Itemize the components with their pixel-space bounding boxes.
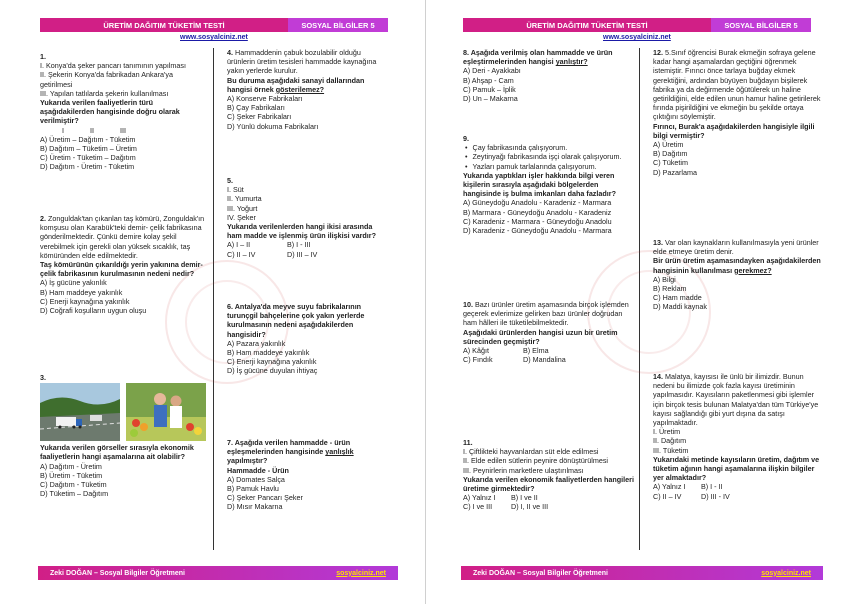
question-12 (653, 48, 821, 177)
option-c[interactable]: C) Karadeniz - Marmara - Güneydoğu Anadolu (463, 216, 612, 226)
header-title: ÜRETİM DAĞITIM TÜKETİM TESTİ (40, 18, 288, 32)
option-c[interactable]: C) Enerji kaynağına yakınlık (40, 296, 130, 306)
question-number: 7. (227, 438, 233, 447)
option-a[interactable]: A) Üretim (653, 140, 684, 150)
question-stem: Aşağıdaki ürünlerden hangisi uzun bir üretim sürecinden geçmiştir? (463, 327, 618, 346)
column-labels (40, 126, 208, 135)
col-label: II (90, 125, 94, 135)
item-line: IV. Şeker (227, 212, 256, 222)
option-a[interactable]: A) I – II (227, 240, 251, 250)
question-text: Var olan kaynakların kullanılmasıyla yeni ürünler elde etmeye üretim denir. (653, 238, 819, 257)
option-d[interactable]: D) Mandalina (523, 355, 566, 365)
question-images (40, 383, 210, 441)
question-stem: Bu duruma aşağıdaki sanayi dallarından hangisi örnek (227, 75, 365, 94)
question-stem: Antalya'da meyve suyu fabrikalarının turunçgil bahçelerine çok yakın yerlerde kurulmasının nedeni aşağıdakilerden hangisidir? (227, 302, 365, 339)
option-a[interactable]: A) Domates Salça (227, 474, 285, 484)
question-stem-emphasis: gerekmez? (734, 265, 772, 275)
option-d[interactable]: D) Tüketim – Dağıtım (40, 489, 109, 499)
question-1 (40, 52, 208, 172)
question-14 (653, 372, 821, 501)
col-label: III (120, 125, 126, 135)
option-a[interactable]: A) Deri - Ayakkabı (463, 66, 521, 76)
question-number: 10. (463, 300, 473, 309)
option-a[interactable]: A) Kâğıt (463, 346, 489, 356)
item-line: II. Dağıtım (653, 436, 687, 446)
option-c[interactable]: C) Fındık (463, 355, 493, 365)
footer-author: Zeki DOĞAN – Sosyal Bilgiler Öğretmeni (50, 569, 185, 577)
item-line: III. Yoğurt (227, 203, 258, 213)
option-b[interactable]: B) Üretim - Tüketim (40, 470, 103, 480)
options-grid (227, 240, 387, 258)
header-subject: SOSYAL BİLGİLER 5 (288, 18, 388, 32)
option-d[interactable]: D) Dağıtım - Üretim - Tüketim (40, 162, 135, 172)
options-grid (463, 493, 635, 511)
option-a[interactable]: A) Dağıtım - Üretim (40, 461, 102, 471)
question-stem: Yukarıda verilen faaliyetlerin türü aşağıdakilerden hangisinde doğru olarak verilmiştir? (40, 98, 180, 126)
question-stem: Yukarıda verilen ekonomik faaliyetlerden hangileri üretime girmektedir? (463, 474, 634, 494)
question-text: Malatya, kayısısı ile ünlü bir ilimizdir. Bunun nedeni bu ilimizde çok fazla kayısı üretiminin yapılmasıdır. Kayısıların paketlenmesi gibi işlemler için birçok tesis bulunan Malatya'dan tüm Türkiye'ye kayısı sağlandığı gibi yurt dışına da satışı yapılmaktadır. (653, 372, 819, 428)
bullet-item: • Zeytinyağı fabrikasında işçi olarak çalışıyorum. (463, 152, 635, 161)
option-d[interactable]: D) III - IV (701, 491, 730, 501)
bullet-item: • Yazları pamuk tarlalarında çalışıyorum. (463, 162, 635, 171)
item-line: II. Elde edilen sütlerin peynire dönüştürülmesi (463, 456, 609, 466)
question-stem: Fırıncı, Burak'a aşağıdakilerden hangisiyle ilgili bilgi vermiştir? (653, 121, 815, 140)
item-line: I. Konya'da şeker pancarı tanımının yapılması (40, 61, 186, 71)
question-3 (40, 373, 210, 498)
question-number: 4. (227, 48, 233, 57)
option-a[interactable]: A) Bilgi (653, 274, 676, 284)
question-2 (40, 214, 208, 315)
question-number: 14. (653, 372, 663, 381)
option-d[interactable]: D) Karadeniz - Güneydoğu Anadolu - Marmara (463, 226, 612, 236)
question-6 (227, 302, 387, 376)
option-b[interactable]: B) I - II (701, 482, 723, 492)
option-c[interactable]: C) Şeker Pancarı Şeker (227, 493, 303, 503)
option-c[interactable]: C) II – IV (227, 249, 256, 259)
question-stem: Bir ürün üretim aşamasındayken aşağıdakilerden hangisinin kullanılması (653, 256, 821, 275)
market-shopping-photo (126, 383, 206, 441)
question-stem: Yukarıda verilen görseller sırasıyla ekonomik faaliyetlerin hangi aşamalarına ait olabilir? (40, 443, 194, 462)
option-d[interactable]: D) Pazarlama (653, 167, 697, 177)
question-number: 2. (40, 214, 46, 223)
question-number: 12. (653, 48, 663, 57)
right-page (427, 0, 853, 604)
option-d[interactable]: D) Coğrafi koşulların uygun oluşu (40, 306, 147, 316)
option-b[interactable]: B) Ahşap - Cam (463, 75, 514, 85)
option-b[interactable]: B) Pamuk Havlu (227, 484, 279, 494)
option-a[interactable]: A) Pazara yakınlık (227, 338, 286, 348)
question-text: Bazı ürünler üretim aşamasında birçok işlemden geçerek evlerimize gelirken bazı ürünler doğrudan ham hâlleri ile tüketilebilmektedir. (463, 300, 629, 328)
item-line: II. Yumurta (227, 194, 262, 204)
page-header (40, 18, 388, 32)
site-url[interactable]: www.sosyalciniz.net (603, 34, 671, 41)
option-a[interactable]: A) İş gücüne yakınlık (40, 278, 107, 288)
question-text: Zonguldak'tan çıkanlan taş kömürü, Zonguldak'ın komşusu olan Karabük'teki demir- çelik fabrikasına gönderilmektedir. Çünkü demire kolay şekil verebilmek için gerekli olan yüksek sıcaklık, taş kömüründen elde edilmektedir. (40, 214, 205, 260)
item-line: II. Şekerin Konya'da fabrikadan Ankara'ya (40, 70, 173, 80)
option-d[interactable]: D) Un – Makarna (463, 94, 518, 104)
item-line: I. Üretim (653, 427, 681, 437)
question-4 (227, 48, 387, 131)
header-subject: SOSYAL BİLGİLER 5 (711, 18, 811, 32)
question-13 (653, 238, 821, 312)
question-stem-emphasis: yanlıştır? (555, 57, 588, 67)
option-c[interactable]: C) Şeker Fabrikaları (227, 112, 292, 122)
question-number: 5. (227, 176, 233, 185)
option-b[interactable]: B) Çay Fabrikaları (227, 103, 285, 113)
option-c[interactable]: C) Tüketim (653, 158, 689, 168)
question-11 (463, 438, 635, 512)
question-10 (463, 300, 633, 364)
item-line: getirilmesi (40, 79, 73, 89)
option-b[interactable]: B) Reklam (653, 284, 687, 294)
question-stem: Aşağıda verilen hammadde - ürün eşleşmelerinden hangisinde (227, 438, 351, 457)
option-c[interactable]: C) II – IV (653, 491, 682, 501)
option-c[interactable]: C) Ham madde (653, 293, 702, 303)
question-stem: Yukarıda yaptıkları işler hakkında bilgi veren kişilerin sırasıyla aşağıdaki bölgelerden hangisinde iş bulma imkanları daha fazladır? (463, 170, 616, 199)
option-c[interactable]: C) Pamuk – İplik (463, 84, 516, 94)
item-line: I. Çiftlikteki hayvanlardan süt elde edilmesi (463, 447, 599, 457)
option-c[interactable]: C) Enerji kaynağına yakınlık (227, 357, 317, 367)
question-7 (227, 438, 387, 512)
options-grid (463, 346, 633, 364)
footer-link[interactable]: sosyalciniz.net (761, 569, 811, 577)
item-line: III. Peynirlerin marketlere ulaştırılması (463, 465, 584, 475)
question-number: 9. (463, 134, 469, 143)
option-b[interactable]: B) Ham maddeye yakınlık (40, 287, 123, 297)
option-b[interactable]: B) Dağıtım – Tüketim – Üretim (40, 144, 137, 154)
truck-highway-photo (40, 383, 120, 441)
question-stem: Taş kömürünün çıkarıldığı yerin yakınına demir-çelik fabrikasının kurulmasının nedeni nedir? (40, 260, 203, 279)
option-a[interactable]: A) Yalnız I (653, 482, 686, 492)
question-number: 1. (40, 52, 46, 61)
bullet-item: • Çay fabrikasında çalışıyorum. (463, 143, 635, 152)
question-number: 8. (463, 48, 469, 57)
option-c[interactable]: C) Dağıtım - Tüketim (40, 480, 107, 490)
option-b[interactable]: B) Ham maddeye yakınlık (227, 348, 310, 358)
site-url[interactable]: www.sosyalciniz.net (180, 34, 248, 41)
question-9 (463, 134, 635, 235)
question-number: 13. (653, 238, 663, 247)
page-footer (38, 566, 398, 580)
question-stem: Aşağıda verilmiş olan hammadde ve ürün eşleştirmelerinden hangisi (463, 48, 613, 67)
question-stem: Yukarıdaki metinde kayısıların üretim, dağıtım ve tüketim ağının hangi aşamalarına ilişkin bilgiler yer almaktadır? (653, 454, 820, 483)
question-stem-emphasis: gösterilemez? (275, 84, 325, 94)
option-b[interactable]: B) I ve II (511, 493, 538, 503)
header-title: ÜRETİM DAĞITIM TÜKETİM TESTİ (463, 18, 711, 32)
question-number: 6. (227, 302, 233, 311)
question-8 (463, 48, 633, 103)
option-b[interactable]: B) Marmara - Güneydoğu Anadolu - Karadeniz (463, 207, 612, 217)
option-d[interactable]: D) İş gücüne duyulan ihtiyaç (227, 366, 318, 376)
footer-author: Zeki DOĞAN – Sosyal Bilgiler Öğretmeni (473, 569, 608, 577)
col-label: I (62, 125, 64, 135)
question-number: 11. (463, 438, 473, 447)
option-c[interactable]: C) Üretim - Tüketim – Dağıtım (40, 153, 136, 163)
option-d[interactable]: D) Yünlü dokuma Fabrikaları (227, 121, 319, 131)
option-d[interactable]: D) Mısır Makarna (227, 502, 283, 512)
footer-link[interactable]: sosyalciniz.net (336, 569, 386, 577)
option-b[interactable]: B) I - III (287, 240, 311, 250)
question-text: Hammaddenin çabuk bozulabilir olduğu ürünlerin üretim tesisleri hammadde kaynağına yakın yerlerde kurulur. (227, 48, 377, 76)
option-a[interactable]: A) Üretim – Dağıtım - Tüketim (40, 134, 136, 144)
option-b[interactable]: B) Elma (523, 346, 549, 356)
option-a[interactable]: A) Yalnız I (463, 493, 496, 503)
option-b[interactable]: B) Dağıtım (653, 149, 688, 159)
question-5 (227, 176, 387, 259)
item-line: I. Süt (227, 185, 244, 195)
option-d[interactable]: D) Maddi kaynak (653, 302, 707, 312)
question-stem: Yukarıda verilenlerden hangi ikisi arasında ham madde ve işlenmiş ürün ilişkisi vardır? (227, 222, 376, 241)
option-a[interactable]: A) Güneydoğu Anadolu - Karadeniz - Marmara (463, 198, 612, 208)
left-page (0, 0, 426, 604)
item-line: III. Yapılan tatlılarda şekerin kullanılması (40, 88, 169, 98)
question-number: 3. (40, 373, 46, 382)
option-d[interactable]: D) III – IV (287, 249, 318, 259)
question-stem-emphasis: yanlışlık (325, 447, 354, 457)
page-footer (461, 566, 823, 580)
question-stem-end: yapılmıştır? (227, 456, 268, 466)
pair-header: Hammadde - Ürün (227, 465, 289, 475)
options-grid (653, 482, 821, 500)
page-header (463, 18, 811, 32)
option-c[interactable]: C) I ve III (463, 502, 493, 512)
item-line: III. Tüketim (653, 445, 689, 455)
option-a[interactable]: A) Konserve Fabrikaları (227, 94, 303, 104)
question-text: 5.Sınıf öğrencisi Burak ekmeğin sofraya gelene kadar hangi aşamalardan geçtiğini öğrenmek istemiştir. Fırıncı önce tarlaya buğday ekmek gerektiğini, ardından büyüyen buğdayın bişilerek fabrika ya da değirmende öğütülerek un haline getirildiğini, elde edilen unun hamur haline getirilerek fırında pişirildiğini ve ekmeğin bu şekilde ortaya çıktığını söylemiştir. (653, 48, 821, 122)
option-d[interactable]: D) I, II ve III (511, 502, 549, 512)
